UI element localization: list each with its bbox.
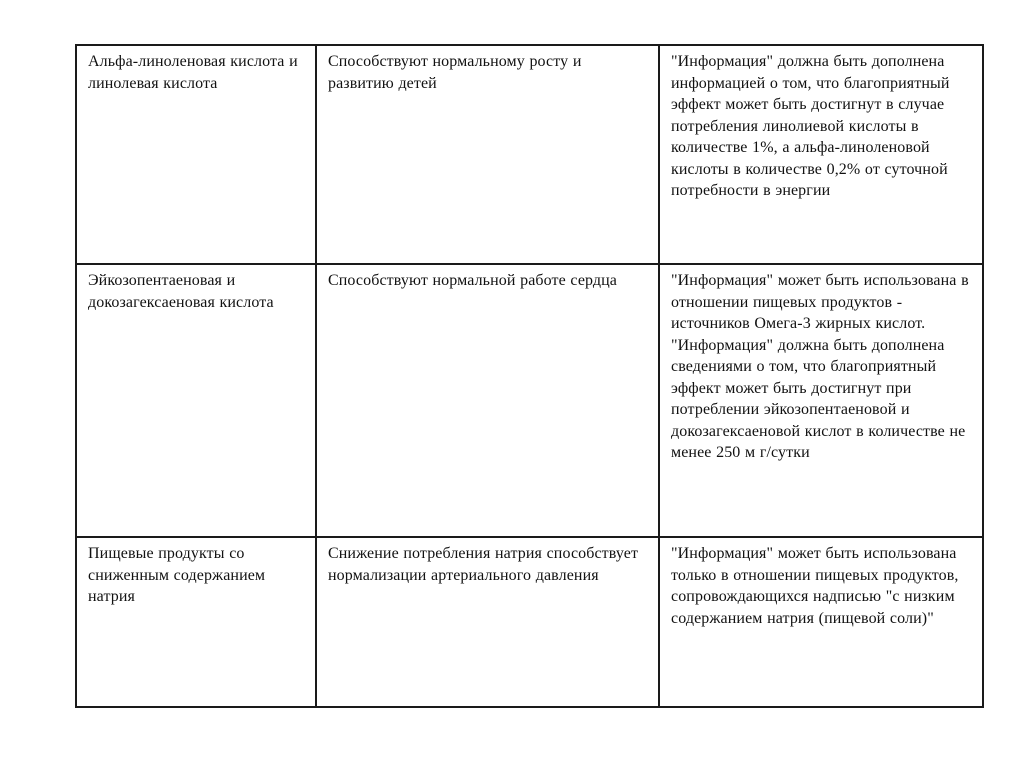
table-cell-substance: Пищевые продукты со сниженным содержанием натрия <box>76 537 316 707</box>
table-cell-effect: Способствуют нормальной работе сердца <box>316 264 659 537</box>
table-cell-conditions: "Информация" может быть использована в отношении пищевых продуктов - источников Омега-3 жирных кислот. "Информация" должна быть дополнена сведениями о том, что благоприятный эффект может быть достигнут при потреблении эйкозопентаеновой и докозагексаеновой кислот в количестве не менее 250 м г/сутки <box>659 264 983 537</box>
table-row <box>76 45 983 264</box>
table-cell-effect: Способствуют нормальному росту и развитию детей <box>316 45 659 264</box>
table-row <box>76 537 983 707</box>
table-cell-substance: Эйкозопентаеновая и докозагексаеновая кислота <box>76 264 316 537</box>
table-cell-substance: Альфа-линоленовая кислота и линолевая кислота <box>76 45 316 264</box>
table-cell-effect: Снижение потребления натрия способствует нормализации артериального давления <box>316 537 659 707</box>
table-row <box>76 264 983 537</box>
table-cell-conditions: "Информация" должна быть дополнена информацией о том, что благоприятный эффект может быть достигнут в случае потребления линолиевой кислоты в количестве 1%, а альфа-линоленовой кислоты в количестве 0,2% от суточной потребности в энергии <box>659 45 983 264</box>
nutrition-claims-table <box>75 44 984 708</box>
table-cell-conditions: "Информация" может быть использована только в отношении пищевых продуктов, сопровождающихся надписью "с низким содержанием натрия (пищевой соли)" <box>659 537 983 707</box>
